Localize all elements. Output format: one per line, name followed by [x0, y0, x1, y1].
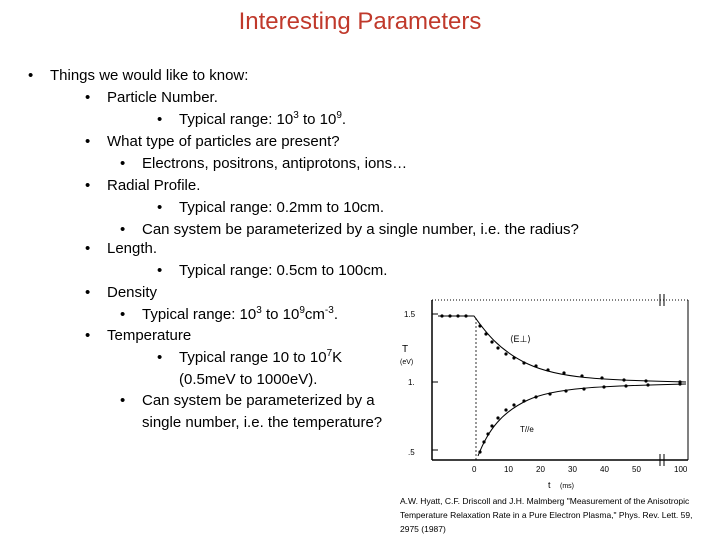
upper-curve: [438, 316, 686, 382]
bullet-radial-range: • Typical range: 0.2mm to 10cm.: [157, 199, 385, 216]
bullet-radial-profile: • Radial Profile.: [85, 177, 201, 194]
y-tick-1: 1.: [408, 378, 415, 387]
citation-line-2: Temperature Relaxation Rate in a Pure Electron Plasma," Phys. Rev. Lett. 59,: [400, 510, 693, 520]
lower-points: [478, 382, 681, 453]
lower-curve: [478, 384, 686, 456]
x-tick-40: 40: [600, 465, 609, 474]
x-tick-10: 10: [504, 465, 513, 474]
x-tick-20: 20: [536, 465, 545, 474]
citation-line-3: 2975 (1987): [400, 524, 446, 534]
bullet-temperature-range: • Typical range 10 to $10^7K$: [157, 348, 343, 366]
bullet-length-range: • Typical range: 0.5cm to 100cm.: [157, 262, 388, 279]
y-axis-unit: (eV): [400, 359, 414, 366]
bullet-radius-question: • Can system be parameterized by a single number, i.e. the radius?: [120, 221, 579, 238]
x-axis-label: t: [548, 480, 551, 490]
bullet-temperature: • Temperature: [85, 327, 192, 344]
bullet-particle-list: • Electrons, positrons, antiprotons, ions…: [120, 155, 408, 172]
temperature-ev-range: (0.5meV to 1000eV).: [179, 371, 318, 388]
x-tick-30: 30: [568, 465, 577, 474]
bullet-length: • Length.: [85, 240, 158, 257]
x-tick-0: 0: [472, 465, 477, 474]
temperature-relaxation-figure: [398, 290, 698, 494]
temperature-question-cont: single number, i.e. the temperature?: [142, 414, 383, 431]
slide-title: Interesting Parameters: [238, 8, 482, 35]
bullet-particle-number: • Particle Number.: [85, 89, 218, 106]
x-axis-unit: (ms): [560, 483, 574, 490]
x-tick-50: 50: [632, 465, 641, 474]
upper-points: [440, 314, 681, 383]
y-tick-0-5: .5: [408, 448, 415, 457]
bullet-density: • Density: [85, 284, 158, 301]
bullet-density-range: • Typical range: $10^3$ to $10^9cm^{-3}$.: [120, 305, 338, 323]
bullet-things-to-know: • Things we would like to know:: [28, 67, 249, 84]
figure-citation: [400, 494, 716, 536]
y-tick-1-5: 1.5: [404, 310, 416, 319]
bullet-particle-range: • Typical range: $10^3$ to $10^9$.: [157, 110, 347, 128]
y-axis-label: T: [402, 344, 409, 355]
x-tick-100: 100: [674, 465, 688, 474]
upper-curve-label: ⟨E⊥⟩: [510, 334, 531, 344]
bullet-temperature-question: • Can system be parameterized by a: [120, 392, 375, 409]
lower-curve-label: T//e: [520, 425, 534, 434]
bullet-particle-types: • What type of particles are present?: [85, 133, 340, 150]
citation-line-1: A.W. Hyatt, C.F. Driscoll and J.H. Malmberg "Measurement of the Anisotropic: [400, 496, 690, 506]
